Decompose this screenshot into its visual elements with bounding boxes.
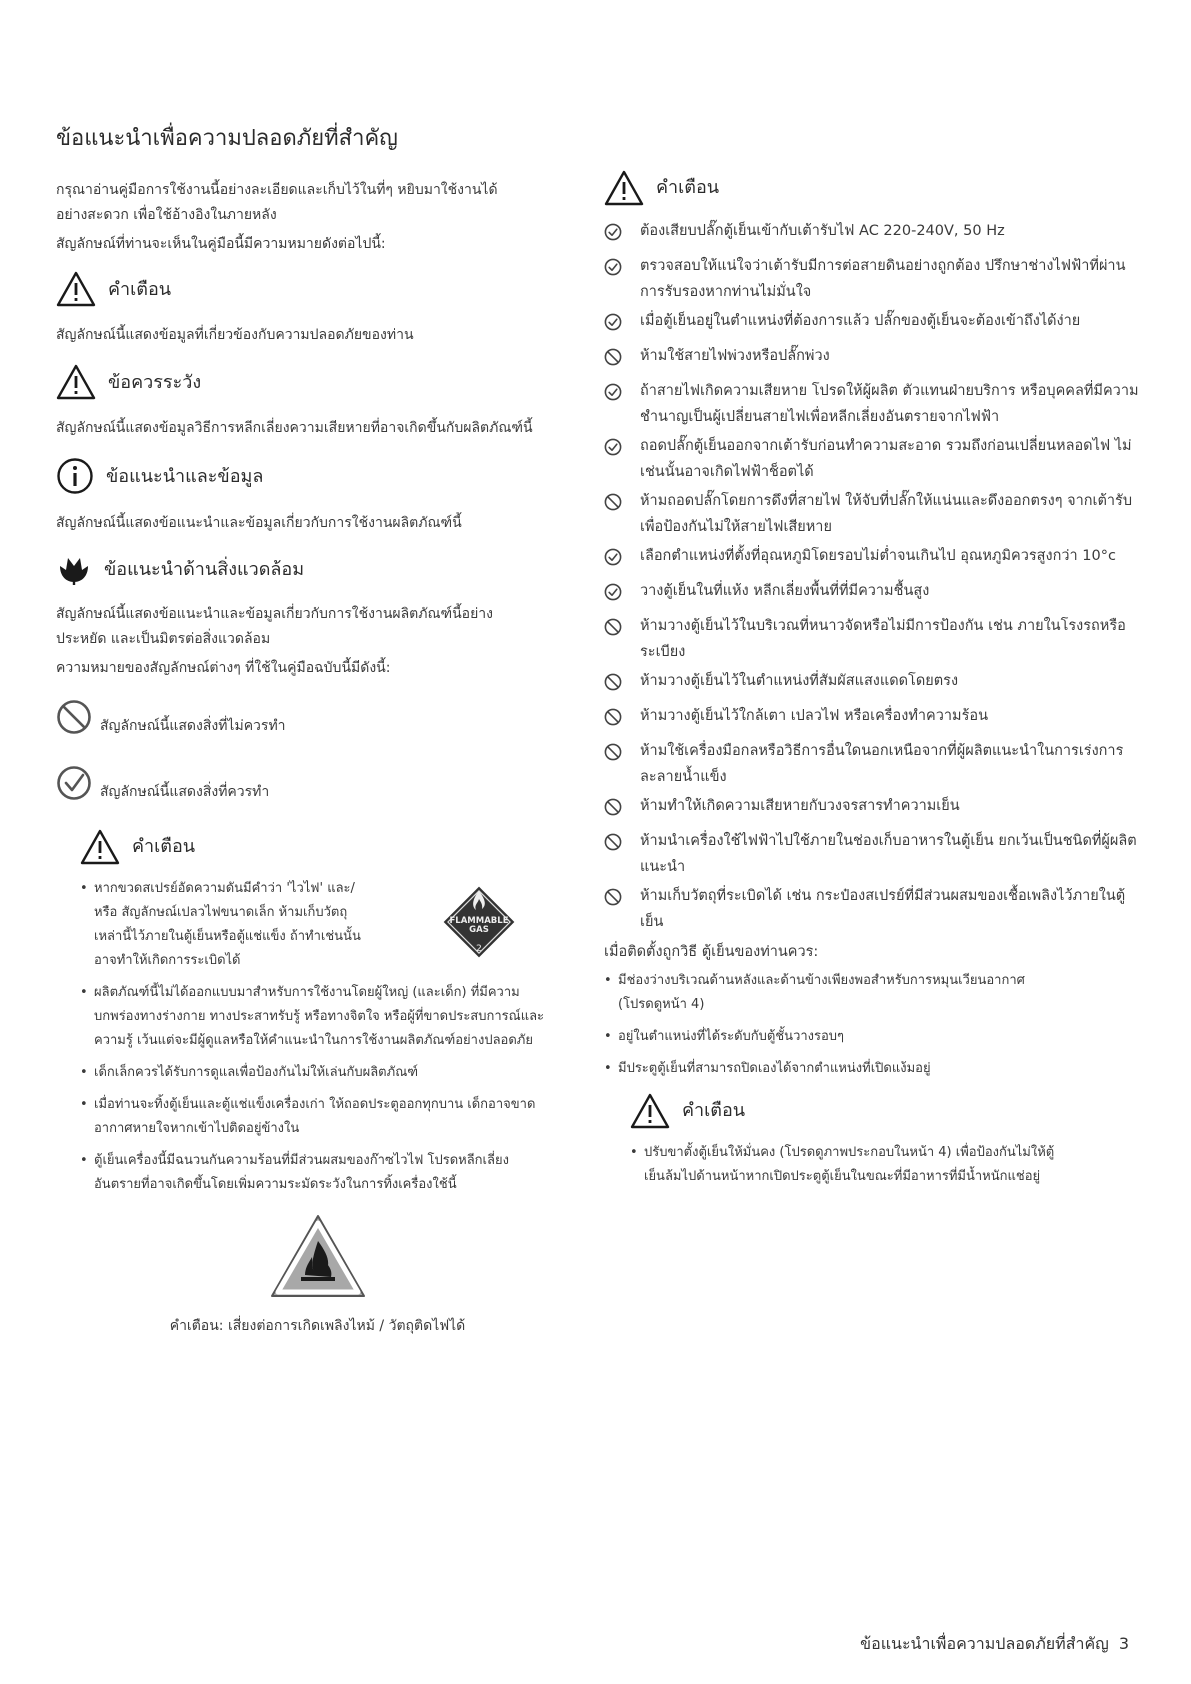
warning-triangle-icon: [80, 829, 120, 865]
prohibited-icon: [604, 618, 622, 645]
flammable-line1: FLAMMABLE: [449, 916, 509, 926]
page-title: ข้อแนะนำเพื่อความปลอดภัยที่สำคัญ: [56, 126, 398, 151]
footer-text: ข้อแนะนำเพื่อความปลอดภัยที่สำคัญ: [860, 1634, 1109, 1653]
rule-text: ห้ามใช้สายไฟพ่วงหรือปลั๊กพ่วง: [640, 348, 830, 364]
dont-symbol-text: สัญลักษณ์นี้แสดงสิ่งที่ไม่ควรทำ: [100, 718, 286, 734]
list-item: • มีประตูตู้เย็นที่สามารถปิดเองได้จากตำแหน่งที่เปิดแง้มอยู่: [604, 1057, 1144, 1081]
dont-symbol-row: [56, 699, 586, 735]
intro-paragraph: กรุณาอ่านคู่มือการใช้งานนี้อย่างละเอียดและเก็บไว้ในที่ๆ หยิบมาใช้งานได้อย่างสะดวก เพื่อใช้อ้างอิงในภายหลัง: [56, 182, 498, 223]
symbol-caution-heading: [56, 364, 586, 400]
checkmark-circle-icon: [56, 765, 92, 801]
rule-item: [604, 488, 1144, 540]
prohibited-icon: [604, 798, 622, 825]
prohibited-icon: [604, 673, 622, 700]
list-item: • เด็กเล็กควรได้รับการดูแลเพื่อป้องกันไม่ให้เล่นกับผลิตภัณฑ์: [80, 1061, 555, 1085]
page-number: 3: [1118, 1634, 1129, 1653]
warning-triangle-icon: [630, 1093, 670, 1129]
prohibited-icon: [604, 493, 622, 520]
rule-text: ห้ามทำให้เกิดความเสียหายกับวงจรสารทำความเย็น: [640, 798, 960, 814]
right-warning2-section: [630, 1093, 1144, 1189]
rule-text: วางตู้เย็นในที่แห้ง หลีกเลี่ยงพื้นที่ที่มีความชื้นสูง: [640, 583, 930, 599]
warning-label: คำเตือน: [656, 177, 720, 198]
info-circle-icon: [56, 457, 94, 495]
symbol-description: สัญลักษณ์นี้แสดงข้อมูลวิธีการหลีกเลี่ยงความเสียหายที่อาจเกิดขึ้นกับผลิตภัณฑ์นี้: [56, 420, 533, 436]
rule-item: [604, 308, 1144, 340]
symbol-description: สัญลักษณ์นี้แสดงข้อมูลที่เกี่ยวข้องกับความปลอดภัยของท่าน: [56, 327, 414, 343]
rule-text: ถ้าสายไฟเกิดความเสียหาย โปรดให้ผู้ผลิต ตัวแทนฝ่ายบริการ หรือบุคคลที่มีความชำนาญเป็นผู้เปลี่ยนสายไฟเพื่อหลีกเลี่ยงอันตรายจากไฟฟ้า: [640, 383, 1139, 425]
do-symbol-text: สัญลักษณ์นี้แสดงสิ่งที่ควรทำ: [100, 784, 270, 800]
warning-triangle-icon: [56, 271, 96, 307]
rule-item: [604, 793, 1144, 825]
prohibited-icon: [604, 743, 622, 770]
rule-text: ต้องเสียบปลั๊กตู้เย็นเข้ากับเต้ารับไฟ AC 220-240V, 50 Hz: [640, 223, 1005, 239]
do-symbol-row: [56, 765, 586, 801]
warning-label: คำเตือน: [132, 836, 196, 857]
symbol-description: สัญลักษณ์นี้แสดงข้อแนะนำและข้อมูลเกี่ยวกับการใช้งานผลิตภัณฑ์นี้อย่างประหยัด และเป็นมิตรต่อสิ่งแวดล้อม: [56, 606, 493, 647]
left-warning-bullets-more: [80, 981, 555, 1197]
rule-text: เลือกตำแหน่งที่ตั้งที่อุณหภูมิโดยรอบไม่ต่ำจนเกินไป อุณหภูมิควรสูงกว่า 10°c: [640, 548, 1116, 564]
symbol-warning-heading: [56, 271, 586, 307]
warning-triangle-icon: [604, 170, 644, 206]
rule-item: [604, 218, 1144, 250]
right-warning2-heading: [630, 1093, 1144, 1129]
list-item: • ผลิตภัณฑ์นี้ไม่ได้ออกแบบมาสำหรับการใช้งานโดยผู้ใหญ่ (และเด็ก) ที่มีความบกพร่องทางร่างกาย ทางประสาทรับรู้ หรือทางจิตใจ หรือผู้ที่ขาดประสบการณ์และความรู้ เว้นแต่จะมีผู้ดูแลหรือให้คำแนะนำในการใช้งานผลิตภัณฑ์อย่างปลอดภัย: [80, 981, 555, 1053]
checkmark-circle-icon: [604, 383, 622, 410]
list-item: • หากขวดสเปรย์อัดความดันมีคำว่า 'ไวไฟ' และ/หรือ สัญลักษณ์เปลวไฟขนาดเล็ก ห้ามเก็บวัตถุเหล่านี้ไว้ภายในตู้เย็นหรือตู้แช่แข็ง ถ้าทำเช่นนั้น อาจทำให้เกิดการระเบิดได้: [80, 877, 370, 973]
checkmark-circle-icon: [604, 583, 622, 610]
right-warning2-bullets: [630, 1141, 1070, 1189]
symbol-label: ข้อแนะนำด้านสิ่งแวดล้อม: [104, 558, 305, 580]
rule-text: ถอดปลั๊กตู้เย็นออกจากเต้ารับก่อนทำความสะอาด รวมถึงก่อนเปลี่ยนหลอดไฟ ไม่เช่นนั้นอาจเกิดไฟฟ้าช็อตได้: [640, 438, 1132, 480]
list-item: • มีช่องว่างบริเวณด้านหลังและด้านข้างเพียงพอสำหรับการหมุนเวียนอากาศ (โปรดดูหน้า 4): [604, 969, 1038, 1017]
flammable-line2: GAS: [469, 925, 489, 935]
rule-text: ห้ามนำเครื่องใช้ไฟฟ้าไปใช้ภายในช่องเก็บอาหารในตู้เย็น ยกเว้นเป็นชนิดที่ผู้ผลิตแนะนำ: [640, 833, 1137, 875]
left-warning-section: [80, 829, 586, 1338]
warning-triangle-icon: [56, 364, 96, 400]
rule-item: [604, 613, 1144, 665]
list-item: • ตู้เย็นเครื่องนี้มีฉนวนกันความร้อนที่มีส่วนผสมของก๊าซไวไฟ โปรดหลีกเลี่ยงอันตรายที่อาจเกิดขึ้นโดยเพิ่มความระมัดระวังในการทิ้งเครื่องใช้นี้: [80, 1149, 555, 1197]
prohibited-icon: [604, 708, 622, 735]
left-warning-heading: [80, 829, 586, 865]
install-intro: เมื่อติดตั้งถูกวิธี ตู้เย็นของท่านควร:: [604, 944, 819, 960]
rule-item: [604, 578, 1144, 610]
checkmark-circle-icon: [604, 548, 622, 575]
list-item: • เมื่อท่านจะทิ้งตู้เย็นและตู้แช่แข็งเครื่องเก่า ให้ถอดประตูออกทุกบาน เด็กอาจขาดอากาศหายใจหากเข้าไปติดอยู่ข้างใน: [80, 1093, 555, 1141]
checkmark-circle-icon: [604, 438, 622, 465]
fire-warning-figure: [80, 1213, 555, 1338]
safety-rule-list: [604, 218, 1144, 935]
prohibited-icon: [604, 348, 622, 375]
right-warning-heading: [604, 170, 1144, 206]
rule-text: ห้ามวางตู้เย็นไว้ในตำแหน่งที่สัมผัสแสงแดดโดยตรง: [640, 673, 959, 689]
rule-text: ห้ามใช้เครื่องมือกลหรือวิธีการอื่นใดนอกเหนือจากที่ผู้ผลิตแนะนำในการเร่งการละลายน้ำแข็ง: [640, 743, 1124, 785]
intro-symbols-lead: สัญลักษณ์ที่ท่านจะเห็นในคู่มือนี้มีความหมายดังต่อไปนี้:: [56, 236, 386, 252]
symbol-info-heading: [56, 457, 586, 495]
prohibited-icon: [604, 888, 622, 915]
symbol-environment-heading: [56, 552, 586, 586]
symbol-label: คำเตือน: [108, 278, 172, 300]
rule-text: ห้ามวางตู้เย็นไว้ใกล้เตา เปลวไฟ หรือเครื่องทำความร้อน: [640, 708, 988, 724]
page-footer: [860, 1632, 1129, 1657]
checkmark-circle-icon: [604, 313, 622, 340]
warning-label: คำเตือน: [682, 1100, 746, 1121]
checkmark-circle-icon: [604, 258, 622, 285]
list-item: • อยู่ในตำแหน่งที่ได้ระดับกับตู้ชั้นวางรอบๆ: [604, 1025, 1144, 1049]
symbol-label: ข้อควรระวัง: [108, 371, 202, 393]
rule-item: [604, 828, 1144, 880]
rule-text: ตรวจสอบให้แน่ใจว่าเต้ารับมีการต่อสายดินอย่างถูกต้อง ปรึกษาช่างไฟฟ้าที่ผ่านการรับรองหากท่านไม่มั่นใจ: [640, 258, 1126, 300]
left-warning-bullets: [80, 877, 370, 973]
intro-text: [56, 178, 586, 257]
fire-warning-caption: คำเตือน: เสี่ยงต่อการเกิดเพลิงไหม้ / วัตถุติดไฟได้: [169, 1318, 466, 1334]
rule-text: เมื่อตู้เย็นอยู่ในตำแหน่งที่ต้องการแล้ว ปลั๊กของตู้เย็นจะต้องเข้าถึงได้ง่าย: [640, 313, 1081, 329]
install-bullets: [604, 969, 1144, 1081]
rule-item: [604, 378, 1144, 430]
prohibited-icon: [56, 699, 92, 735]
environment-icon: [56, 552, 92, 586]
meaning-intro: ความหมายของสัญลักษณ์ต่างๆ ที่ใช้ในคู่มือฉบับนี้มีดังนี้:: [56, 660, 391, 676]
rule-item: [604, 883, 1144, 935]
list-item: • ปรับขาตั้งตู้เย็นให้มั่นคง (โปรดดูภาพประกอบในหน้า 4) เพื่อป้องกันไม่ให้ตู้เย็นล้มไปด้านหน้าหากเปิดประตูตู้เย็นในขณะที่มีอาหารที่มีน้ำหนักแช่อยู่: [630, 1141, 1070, 1189]
fire-hazard-icon: [269, 1213, 367, 1299]
rule-item: [604, 738, 1144, 790]
checkmark-circle-icon: [604, 223, 622, 250]
rule-item: [604, 253, 1144, 305]
left-column: [56, 178, 586, 1338]
flammable-gas-sign-icon: [436, 879, 522, 965]
rule-text: ห้ามถอดปลั๊กโดยการดึงที่สายไฟ ให้จับที่ปลั๊กให้แน่นและดึงออกตรงๆ จากเต้ารับเพื่อป้องกันไม่ให้สายไฟเสียหาย: [640, 493, 1133, 535]
flammable-class-number: 2: [476, 944, 482, 954]
rule-item: [604, 668, 1144, 700]
rule-item: [604, 343, 1144, 375]
rule-item: [604, 543, 1144, 575]
symbol-label: ข้อแนะนำและข้อมูล: [106, 465, 264, 487]
flammable-bullet-row: [80, 877, 586, 973]
rule-item: [604, 703, 1144, 735]
rule-text: ห้ามวางตู้เย็นไว้ในบริเวณที่หนาวจัดหรือไม่มีการป้องกัน เช่น ภายในโรงรถหรือระเบียง: [640, 618, 1126, 660]
prohibited-icon: [604, 833, 622, 860]
rule-item: [604, 433, 1144, 485]
symbol-description: สัญลักษณ์นี้แสดงข้อแนะนำและข้อมูลเกี่ยวกับการใช้งานผลิตภัณฑ์นี้: [56, 515, 462, 531]
right-column: [604, 170, 1144, 1189]
rule-text: ห้ามเก็บวัตถุที่ระเบิดได้ เช่น กระป๋องสเปรย์ที่มีส่วนผสมของเชื้อเพลิงไว้ภายในตู้เย็น: [640, 888, 1126, 930]
